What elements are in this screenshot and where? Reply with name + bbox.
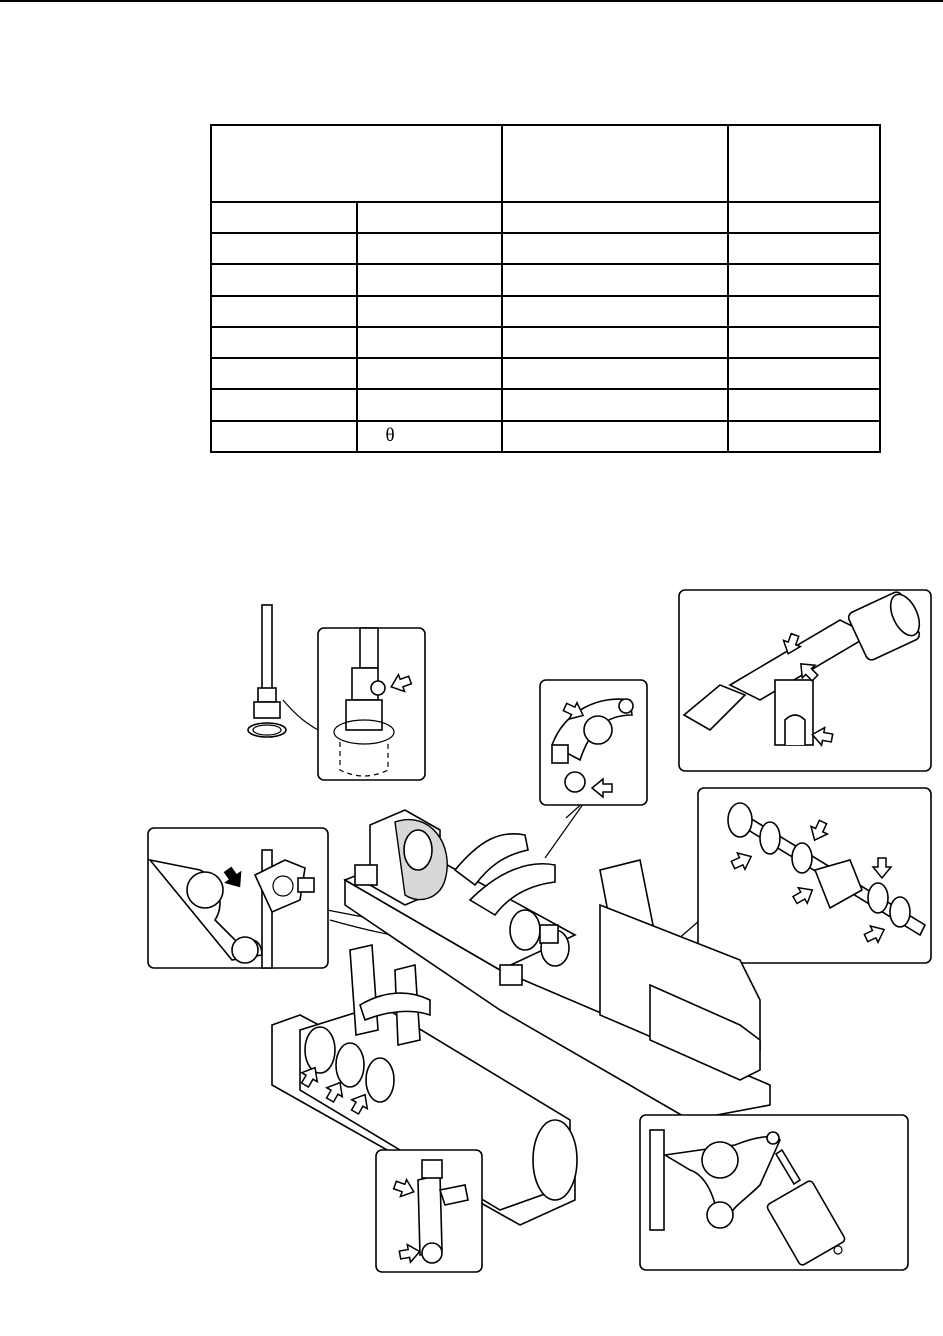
row-col3-cell	[728, 421, 880, 452]
header-cell-col3	[728, 125, 880, 202]
callout-lever-actuator	[640, 1115, 908, 1270]
mechanism-illustration	[0, 560, 943, 1280]
row-item-cell	[357, 389, 503, 420]
row-col2-cell	[502, 327, 728, 358]
row-col2-cell	[502, 358, 728, 389]
specification-table	[210, 124, 881, 453]
row-col2-cell	[502, 233, 728, 264]
callout-lever-arm	[540, 680, 647, 805]
row-number-cell	[211, 233, 357, 264]
row-number-cell	[211, 202, 357, 233]
row-col3-cell	[728, 327, 880, 358]
row-col3-cell	[728, 233, 880, 264]
row-col2-cell	[502, 296, 728, 327]
row-number-cell	[211, 358, 357, 389]
row-item-cell	[357, 421, 503, 452]
row-number-cell	[211, 296, 357, 327]
row-col2-cell	[502, 264, 728, 295]
table-row	[211, 358, 880, 389]
callout-hex-screw	[318, 628, 425, 780]
row-item-cell	[357, 296, 503, 327]
row-number-cell	[211, 421, 357, 452]
row-col3-cell	[728, 358, 880, 389]
row-item-cell	[357, 202, 503, 233]
callout-shaft-rollers	[698, 788, 931, 963]
row-col2-cell	[502, 389, 728, 420]
row-item-cell	[357, 264, 503, 295]
table-row	[211, 389, 880, 420]
header-rule	[0, 0, 943, 2]
callout-bottom-lever	[376, 1150, 482, 1272]
header-cell-col2	[502, 125, 728, 202]
row-item-cell	[357, 358, 503, 389]
row-col3-cell	[728, 264, 880, 295]
row-number-cell	[211, 389, 357, 420]
table-row	[211, 421, 880, 452]
table-row	[211, 264, 880, 295]
row-item-cell	[357, 233, 503, 264]
row-item-label: θ	[385, 425, 395, 447]
row-col3-cell	[728, 202, 880, 233]
row-col2-cell	[502, 421, 728, 452]
row-number-cell	[211, 327, 357, 358]
row-col2-cell	[502, 202, 728, 233]
table-header-row	[211, 125, 880, 202]
row-item-cell	[357, 327, 503, 358]
hex-wrench-drawing	[248, 605, 286, 737]
callout-motor-slide	[679, 590, 931, 771]
table-row	[211, 233, 880, 264]
row-number-cell	[211, 264, 357, 295]
row-col3-cell	[728, 296, 880, 327]
table-row	[211, 202, 880, 233]
table-row	[211, 327, 880, 358]
header-cell-item	[211, 125, 502, 202]
table-row	[211, 296, 880, 327]
row-col3-cell	[728, 389, 880, 420]
callout-lever-screw	[148, 828, 328, 968]
